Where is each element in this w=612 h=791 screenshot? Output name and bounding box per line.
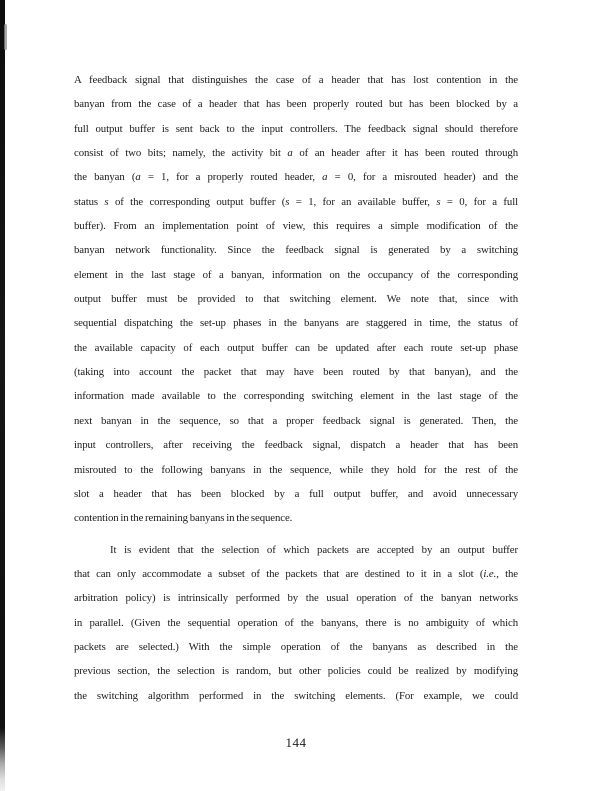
text-line <box>74 482 518 506</box>
paragraph <box>74 68 518 531</box>
text-segment: element in the last stage of a banyan, information on the occupancy of the corresponding <box>74 268 518 281</box>
text-segment: = 0, for a misrouted header) and the <box>327 171 518 184</box>
text-line <box>74 336 518 360</box>
text-segment: = 1, for an available buffer, <box>289 195 437 208</box>
text-segment: the available capacity of each output buffer can be updated after each route set-up phase <box>74 341 518 354</box>
italic-text-segment: s <box>285 195 290 208</box>
text-segment: status <box>74 195 105 208</box>
text-segment: previous section, the selection is random, but other policies could be realized by modifying <box>74 665 518 678</box>
text-line <box>74 190 518 214</box>
paragraph <box>74 538 518 708</box>
text-segment: slot a header that has been blocked by a full output buffer, and avoid unnecessary <box>74 487 518 500</box>
text-line <box>74 141 518 165</box>
text-segment: contention in the remaining banyans in the sequence. <box>74 512 293 525</box>
scan-edge-artifact <box>0 0 5 791</box>
text-line <box>74 360 518 384</box>
text-line <box>74 214 518 238</box>
text-line <box>74 659 518 683</box>
text-line <box>74 611 518 635</box>
text-segment: input controllers, after receiving the feedback signal, dispatch a header that has been <box>74 439 518 452</box>
italic-text-segment: s <box>104 195 109 208</box>
text-segment: output buffer must be provided to that switching element. We note that, since with <box>74 293 518 306</box>
text-line <box>74 92 518 116</box>
text-segment: the banyan ( <box>74 171 136 184</box>
text-line <box>74 117 518 141</box>
italic-text-segment: a <box>135 171 141 184</box>
text-segment: consist of two bits; namely, the activity bit <box>74 147 288 160</box>
text-line <box>74 263 518 287</box>
text-segment: = 0, for a full <box>440 195 518 208</box>
text-line <box>74 311 518 335</box>
text-segment: of an header after it has been routed through <box>292 147 518 160</box>
italic-text-segment: i.e. <box>483 567 497 580</box>
scan-smudge <box>4 24 7 50</box>
text-segment: full output buffer is sent back to the input controllers. The feedback signal should therefore <box>74 122 518 135</box>
text-segment: that can only accommodate a subset of the packets that are destined to it in a slot ( <box>74 567 484 580</box>
text-line <box>74 586 518 610</box>
text-segment: , the <box>496 567 518 580</box>
text-line <box>74 409 518 433</box>
text-line <box>74 684 518 708</box>
text-segment: next banyan in the sequence, so that a proper feedback signal is generated. Then, the <box>74 414 518 427</box>
text-segment: in parallel. (Given the sequential operation of the banyans, there is no ambiguity of which <box>74 616 518 629</box>
text-line <box>74 562 518 586</box>
text-segment: banyan from the case of a header that has been properly routed but has been blocked by a <box>74 98 518 111</box>
text-segment: packets are selected.) With the simple operation of the banyans as described in the <box>74 640 518 653</box>
text-segment: = 1, for a properly routed header, <box>140 171 323 184</box>
text-line <box>74 538 518 562</box>
text-block <box>74 68 518 708</box>
text-segment: of the corresponding output buffer ( <box>108 195 286 208</box>
text-line <box>74 635 518 659</box>
text-line <box>74 287 518 311</box>
text-line <box>74 238 518 262</box>
text-segment: the switching algorithm performed in the switching elements. (For example, we could <box>74 689 518 702</box>
text-segment: buffer). From an implementation point of view, this requires a simple modification of the <box>74 220 518 233</box>
text-line <box>74 68 518 92</box>
italic-text-segment: a <box>322 171 328 184</box>
italic-text-segment: s <box>436 195 441 208</box>
text-segment: banyan network functionality. Since the feedback signal is generated by a switching <box>74 244 518 257</box>
text-line <box>74 433 518 457</box>
text-line <box>74 458 518 482</box>
text-segment: information made available to the corresponding switching element in the last stage of the <box>74 390 518 403</box>
text-segment: misrouted to the following banyans in the sequence, while they hold for the rest of the <box>74 463 518 476</box>
text-line <box>74 506 518 530</box>
text-line <box>74 384 518 408</box>
italic-text-segment: a <box>287 147 293 160</box>
page-number: 144 <box>285 735 307 750</box>
text-segment: It is evident that the selection of which packets are accepted by an output buffer <box>110 543 518 556</box>
text-segment: (taking into account the packet that may have been routed by that banyan), and the <box>74 366 518 379</box>
text-segment: A feedback signal that distinguishes the case of a header that has lost contention in the <box>74 74 518 86</box>
text-segment: sequential dispatching the set-up phases in the banyans are staggered in time, the status of <box>74 317 518 330</box>
text-line <box>74 165 518 189</box>
text-segment: arbitration policy) is intrinsically performed by the usual operation of the banyan networks <box>74 592 518 605</box>
